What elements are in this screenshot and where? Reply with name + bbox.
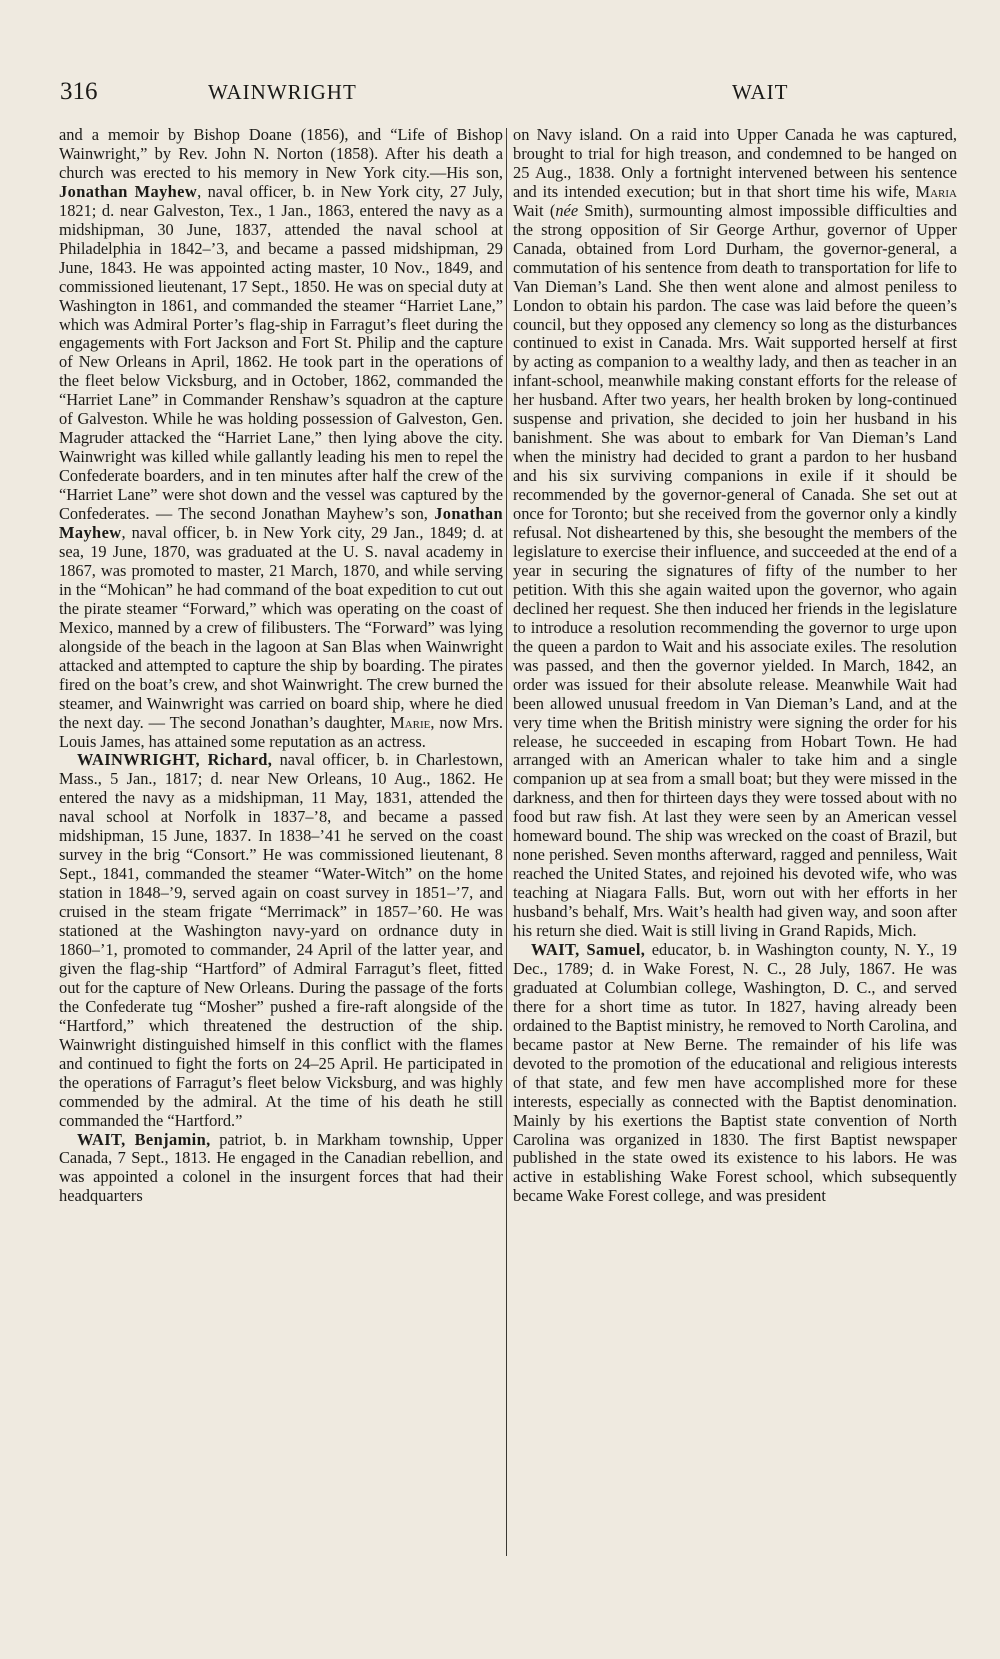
entry-italic: née (555, 200, 579, 220)
entry-text: , naval officer, b. in New York city, 27 July, 1821; d. near Galveston, Tex., 1 Jan., 1863, entered the navy as a midshipman, 30 June, 1837, attended the naval school at Philadelphia in 1842–’3, and became a passed midshipman, 29 June, 1843. He was appointed acting master, 10 Nov., 1849, and commissioned lieutenant, 17 Sept., 1850. He was on special duty at Washington in 1861, and commanded the steamer “Harriet Lane,” which was Admiral Porter’s flag-ship in Farragut’s fleet during the engagements with Fort Jackson and Fort St. Philip and the capture of New Orleans in April, 1862. He took part in the operations of the fleet below Vicksburg, and in October, 1862, commanded the “Harriet Lane” in Commander Renshaw’s squadron at the capture of Galveston. While he was holding possession of Galveston, Gen. Magruder attacked the “Harriet Lane,” then lying above the city. Wainwright was killed while gallantly leading his men to repel the Confederate boarders, and in ten minutes after half the crew of the “Harriet Lane” were shot down and the vessel was captured by the Confederates. — The second Jonathan Mayhew’s son, (59, 181, 503, 524)
entry-name-small-caps: Maria (915, 181, 957, 201)
entry-text: and a memoir by Bishop Doane (1856), and “Life of Bishop Wainwright,” by Rev. John N. Norton (1858). After his death a church was erected to his memory in New York city.—His son, (59, 125, 503, 182)
wait-samuel-entry (513, 941, 957, 1206)
entry-headword: WAINWRIGHT, Richard, (77, 750, 273, 770)
running-head-left: WAINWRIGHT (208, 80, 357, 104)
column-divider (506, 128, 507, 1556)
entry-text: educator, b. in Washington county, N. Y., 19 Dec., 1789; d. in Wake Forest, N. C., 28 July, 1867. He was graduated at Columbian college, Washington, D. C., and served there for a short time as tutor. In 1827, having already been ordained to the Baptist ministry, he removed to North Carolina, and became pastor at New Berne. The remainder of his life was devoted to the promotion of the educational and religious interests of that state, and few men have accomplished more for these interests, especially as connected with the Baptist denomination. Mainly by his exertions the Baptist state convention of North Carolina was organized in 1830. The first Baptist newspaper published in the state owed its existence to his labors. He was active in establishing Wake Forest school, which subsequently became Wake Forest college, and was president (513, 939, 957, 1206)
wait-benjamin-entry (59, 1131, 503, 1207)
entry-text: , naval officer, b. in New York city, 29 Jan., 1849; d. at sea, 19 June, 1870, was graduated at the U. S. naval academy in 1867, was promoted to master, 21 March, 1870, and while serving in the “Mohican” he had command of the boat expedition to cut out the pirate steamer “Forward,” which was operating on the coast of Mexico, manned by a crew of filibusters. The “Forward” was lying alongside of the beach in the lagoon at San Blas when Wainwright attacked and attempted to capture the ship by boarding. The pirates fired on the boat’s crew, and shot Wainwright. The crew burned the steamer, and Wainwright was carried on board ship, where he died the next day. — The second Jonathan’s daughter, (59, 523, 503, 732)
entry-headword: WAIT, Benjamin, (77, 1129, 211, 1149)
left-column (59, 126, 503, 1206)
entry-text: , now Mrs. Louis James, has attained some reputation as an actress. (59, 712, 504, 751)
page-header (60, 78, 789, 118)
running-head-right: WAIT (732, 80, 789, 104)
wainwright-richard-entry (59, 751, 503, 1130)
wait-benjamin-continued (513, 126, 957, 941)
entry-name-small-caps: Marie (390, 712, 431, 732)
right-column (513, 126, 957, 1206)
entry-headword: WAIT, Samuel, (531, 939, 646, 959)
wainwright-jonathan-mayhew-entry (59, 126, 503, 751)
entry-subheading: Jonathan Mayhew (59, 181, 198, 201)
entry-subheading: Jonathan Mayhew (59, 504, 503, 543)
entry-text: Smith), surmounting almost impossible difficulties and the strong opposition of Sir George Arthur, governor of Upper Canada, obtained from Lord Durham, the governor-general, a commutation of his sentence from death to transportation for life to Van Dieman’s Land. She then went alone and almost peniless to London to obtain his pardon. The case was laid before the queen’s council, but they opposed any clemency so long as the disturbances continued to exist in Canada. Mrs. Wait supported herself at first by acting as companion to a wealthy lady, and then as teacher in an infant-school, meanwhile making constant efforts for the release of her husband. After two years, her health broken by long-continued suspense and privation, she decided to join her husband in his banishment. She was about to embark for Van Dieman’s Land when the ministry had decided to grant a pardon to her husband and his six surviving companions in exile if it should be recommended by the governor-general of Canada. She set out at once for Toronto; but she received from the governor only a kindly refusal. Not disheartened by this, she besought the members of the legislature to exercise their influence, and succeeded at the end of a year in securing the signatures of fifty of the number to her petition. With this she again waited upon the governor, who again declined her request. She then induced her friends in the legislature to introduce a resolution recommending the governor to urge upon the queen a pardon to Wait and his associate exiles. The resolution was passed, and then the governor yielded. In March, 1842, an order was issued for their absolute release. Meanwhile Wait had been allowed unusual freedom in Van Dieman’s Land, and at the very time when the British ministry were signing the order for his release, he succeeded in escaping from Hobart Town. He had arranged with an American whaler to take him and a single companion up at sea from a small boat; but they were missed in the darkness, and then for thirteen days they were tossed about with no food but raw fish. At last they were seen by an American vessel homeward bound. The ship was wrecked on the coast of Brazil, but none perished. Seven months afterward, ragged and penniless, Wait reached the United States, and rejoined his devoted wife, who was teaching at Niagara Falls. But, worn out with her efforts in her husband’s behalf, Mrs. Wait’s health had given way, and soon after his return she died. Wait is still living in Grand Rapids, Mich. (513, 200, 957, 941)
entry-text: patriot, b. in Markham township, Upper Canada, 7 Sept., 1813. He engaged in the Canadian rebellion, and was appointed a colonel in the insurgent forces that had their headquarters (59, 1129, 503, 1206)
entry-text: Wait ( (513, 200, 556, 220)
page-number: 316 (60, 78, 98, 105)
entry-text: on Navy island. On a raid into Upper Canada he was captured, brought to trial for high treason, and condemned to be hanged on 25 Aug., 1838. Only a fortnight intervened between his sentence and its intended execution; but in that short time his wife, (513, 125, 957, 201)
entry-text: naval officer, b. in Charlestown, Mass., 5 Jan., 1817; d. near New Orleans, 10 Aug., 1862. He entered the navy as a midshipman, 11 May, 1831, attended the naval school at Norfolk in 1837–’8, and became a passed midshipman, 15 June, 1837. In 1838–’41 he served on the coast survey in the brig “Consort.” He was commissioned lieutenant, 8 Sept., 1841, commanded the steamer “Water-Witch” on the home station in 1848–’9, served again on coast survey in 1851–’7, and cruised in the steam frigate “Merrimack” in 1857–’60. He was stationed at the Washington navy-yard on ordnance duty in 1860–’1, promoted to commander, 24 April of the latter year, and given the flag-ship “Hartford” of Admiral Farragut’s fleet, fitted out for the capture of New Orleans. During the passage of the forts the Confederate tug “Mosher” pushed a fire-raft alongside of the “Hartford,” which threatened the destruction of the ship. Wainwright distinguished himself in this conflict with the flames and continued to fight the forts on 24–25 April. He participated in the operations of Farragut’s fleet below Vicksburg, and was highly commended by the admiral. At the time of his death he still commanded the “Hartford.” (59, 750, 503, 1130)
